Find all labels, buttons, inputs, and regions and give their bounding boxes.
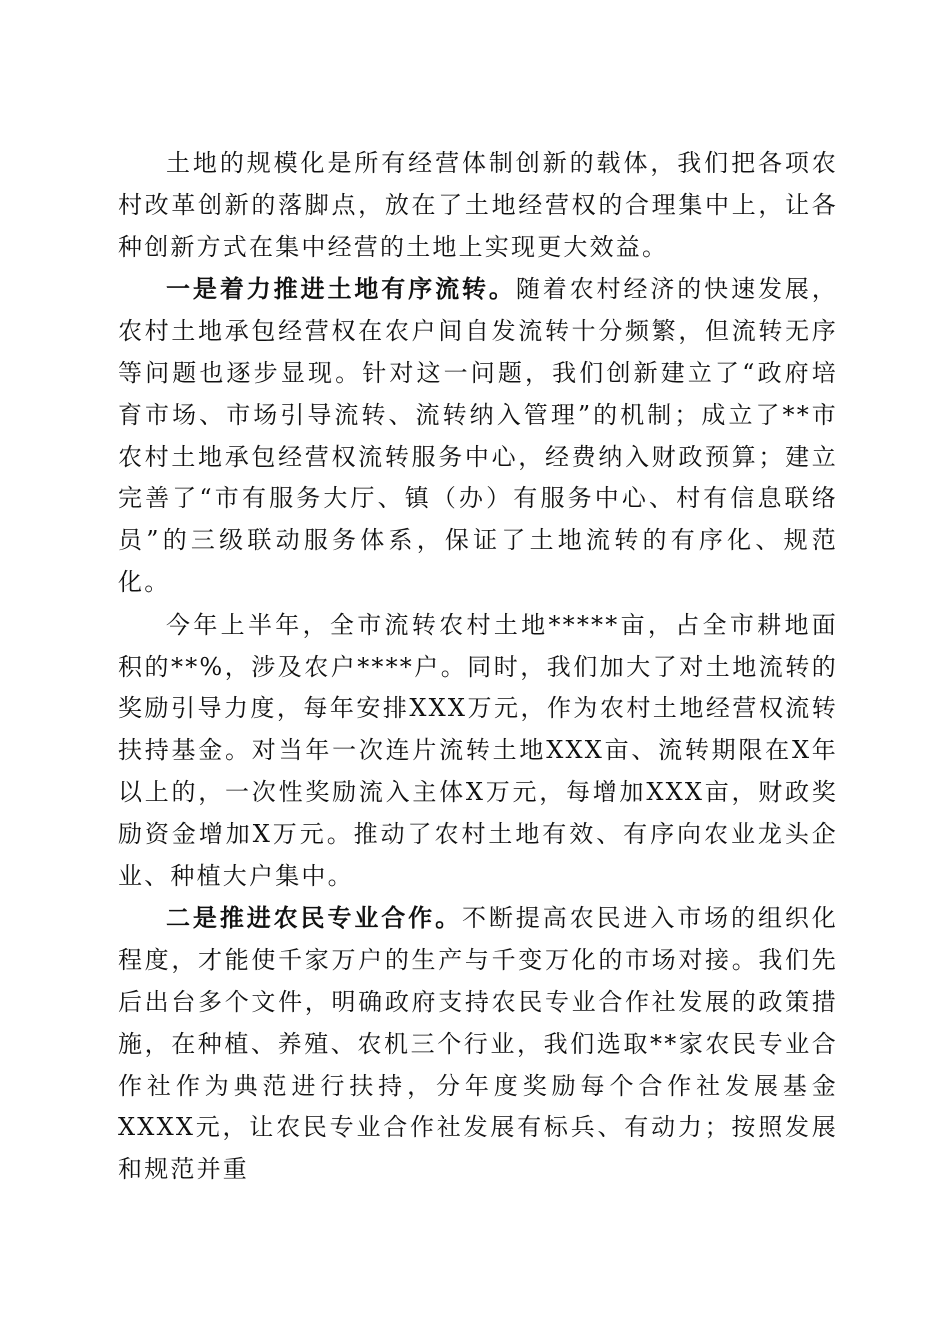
body-text bbox=[118, 142, 838, 1191]
paragraph-text: 不断提高农民进入市场的组织化程度，才能使千家万户的生产与千变万化的市场对接。我们先后出台多个文件，明确政府支持农民专业合作社发展的政策措施，在种植、养殖、农机三个行业，我们选取**家农民专业合作社作为典范进行扶持，分年度奖励每个合作社发展基金XXXX元，让农民专业合作社发展有标兵、有动力；按照发展和规范并重 bbox=[118, 904, 838, 1184]
paragraph-half-year-stats bbox=[118, 604, 838, 898]
paragraph-lead: 一是着力推进土地有序流转。 bbox=[166, 274, 516, 304]
paragraph-lead: 二是推进农民专业合作。 bbox=[166, 903, 462, 933]
paragraph-text: 土地的规模化是所有经营体制创新的载体，我们把各项农村改革创新的落脚点，放在了土地经营权的合理集中上，让各种创新方式在集中经营的土地上实现更大效益。 bbox=[118, 149, 838, 261]
paragraph-text: 随着农村经济的快速发展，农村土地承包经营权在农户间自发流转十分频繁，但流转无序等问题也逐步显现。针对这一问题，我们创新建立了“政府培育市场、市场引导流转、流转纳入管理”的机制；成立了**市农村土地承包经营权流转服务中心，经费纳入财政预算；建立完善了“市有服务大厅、镇（办）有服务中心、村有信息联络员”的三级联动服务体系，保证了土地流转的有序化、规范化。 bbox=[118, 275, 838, 596]
paragraph-cooperatives bbox=[118, 897, 838, 1191]
paragraph-land-scale bbox=[118, 142, 838, 268]
paragraph-land-transfer bbox=[118, 268, 838, 603]
paragraph-text: 今年上半年，全市流转农村土地*****亩，占全市耕地面积的**%，涉及农户****户。同时，我们加大了对土地流转的奖励引导力度，每年安排XXX万元，作为农村土地经营权流转扶持基金。对当年一次连片流转土地XXX亩、流转期限在X年以上的，一次性奖励流入主体X万元，每增加XXX亩，财政奖励资金增加X万元。推动了农村土地有效、有序向农业龙头企业、种植大户集中。 bbox=[118, 610, 838, 890]
